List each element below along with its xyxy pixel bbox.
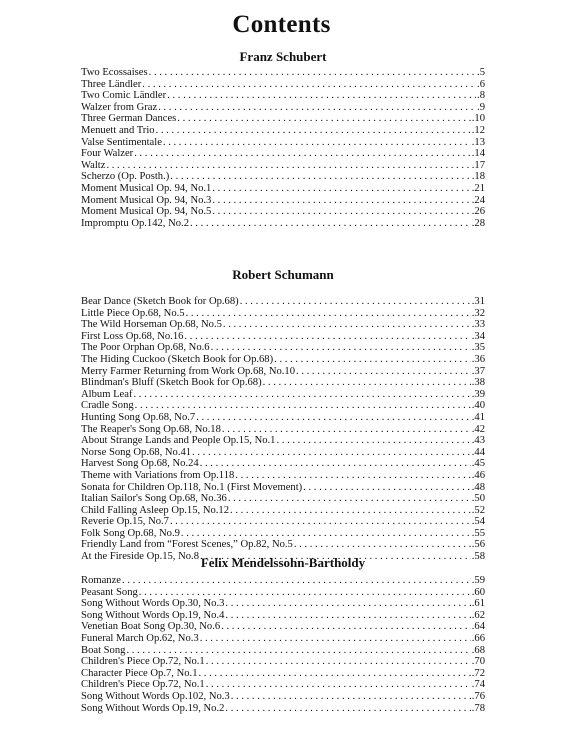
toc-entry bbox=[81, 160, 485, 172]
toc-entry bbox=[81, 113, 485, 125]
toc-entry-page: .74 bbox=[471, 679, 485, 691]
toc-entry-title: Theme with Variations from Op.118 bbox=[81, 469, 235, 481]
toc-entry-page: .31 bbox=[471, 296, 485, 307]
toc-entry-title: Album Leaf bbox=[81, 388, 133, 400]
dot-leader bbox=[177, 113, 470, 125]
toc-entry-page: .33 bbox=[471, 319, 485, 331]
toc-entry-page: .50 bbox=[471, 493, 485, 505]
toc-entry-title: Reverie Op.15, No.7 bbox=[81, 516, 169, 528]
toc-entry-title: Folk Song Op.68, No.9 bbox=[81, 527, 180, 539]
toc-entry-title: Norse Song Op.68, No.41 bbox=[81, 446, 192, 458]
toc-entry bbox=[81, 539, 485, 551]
toc-entry-page: .78 bbox=[471, 702, 485, 714]
section-heading: Felix Mendelssohn-Bartholdy bbox=[200, 555, 366, 570]
toc-entry bbox=[81, 703, 485, 715]
toc-entry bbox=[81, 424, 485, 436]
dot-leader bbox=[225, 703, 470, 715]
toc-entry-title: Song Without Words Op.19, No.4 bbox=[81, 609, 225, 621]
toc-entry-page: .28 bbox=[471, 217, 485, 229]
toc-entry-page: .46 bbox=[471, 469, 485, 481]
toc-entry-page: .18 bbox=[471, 171, 485, 183]
toc-entry-page: .38 bbox=[471, 377, 485, 389]
toc-entry-title: Little Piece Op.68, No.5 bbox=[81, 307, 185, 319]
section-schumann bbox=[81, 265, 485, 563]
toc-entry-page: .10 bbox=[471, 113, 485, 125]
dot-leader bbox=[212, 195, 470, 207]
dot-leader bbox=[231, 691, 471, 703]
toc-entry bbox=[81, 308, 485, 320]
dot-leader bbox=[199, 668, 471, 680]
dot-leader bbox=[156, 125, 471, 137]
toc-entry-title: Valse Sentimentale bbox=[81, 136, 162, 148]
toc-entry-title: Children's Piece Op.72, No.1 bbox=[81, 679, 205, 691]
dot-leader bbox=[134, 148, 471, 160]
toc-entry-page: .21 bbox=[471, 182, 485, 194]
toc-entry-title: Waltz bbox=[81, 159, 106, 171]
dot-leader bbox=[240, 296, 471, 308]
dot-leader bbox=[149, 67, 476, 79]
toc-entry-title: The Wild Horseman Op.68, No.5 bbox=[81, 319, 222, 331]
toc-entry bbox=[81, 668, 485, 680]
toc-entry bbox=[81, 67, 485, 79]
toc-entry-page: .52 bbox=[471, 504, 485, 516]
dot-leader bbox=[276, 435, 470, 447]
dot-leader bbox=[158, 102, 476, 114]
toc-entry bbox=[81, 137, 485, 149]
toc-entry bbox=[81, 458, 485, 470]
dot-leader bbox=[142, 79, 476, 91]
toc-entry-title: Boat Song bbox=[81, 644, 126, 656]
toc-entry-page: .62 bbox=[471, 609, 485, 621]
dot-leader bbox=[186, 308, 471, 320]
toc-entry bbox=[81, 102, 485, 114]
toc-entry-page: .60 bbox=[471, 586, 485, 598]
toc-entry-page: .13 bbox=[471, 136, 485, 148]
toc-entry-page: .61 bbox=[471, 598, 485, 610]
toc-entry bbox=[81, 447, 485, 459]
toc-entry-title: Venetian Boat Song Op.30, No.6 bbox=[81, 621, 221, 633]
toc-entry bbox=[81, 645, 485, 657]
dot-leader bbox=[170, 516, 471, 528]
toc-entry-title: Bear Dance (Sketch Book for Op.68) bbox=[81, 296, 239, 307]
toc-entry-title: Children's Piece Op.72, No.1 bbox=[81, 656, 205, 668]
toc-entry-title: Romanze bbox=[81, 575, 122, 586]
toc-entry bbox=[81, 505, 485, 517]
dot-leader bbox=[167, 90, 476, 102]
toc-entry-page: .45 bbox=[471, 458, 485, 470]
toc-entry bbox=[81, 400, 485, 412]
toc-entry bbox=[81, 621, 485, 633]
toc-entry bbox=[81, 679, 485, 691]
toc-entry bbox=[81, 482, 485, 494]
dot-leader bbox=[133, 389, 470, 401]
toc-entry-title: The Reaper's Song Op.68, No.18 bbox=[81, 423, 221, 435]
toc-entry-page: .36 bbox=[471, 353, 485, 365]
toc-entry bbox=[81, 342, 485, 354]
toc-list bbox=[81, 575, 485, 714]
toc-entry-title: Song Without Words Op.102, No.3 bbox=[81, 690, 230, 702]
toc-entry bbox=[81, 319, 485, 331]
toc-entry bbox=[81, 516, 485, 528]
toc-entry-title: Two Ecossaises bbox=[81, 67, 148, 78]
dot-leader bbox=[196, 412, 471, 424]
toc-entry-page: .35 bbox=[471, 342, 485, 354]
toc-entry-title: Blindman's Bluff (Sketch Book for Op.68) bbox=[81, 377, 262, 389]
toc-entry bbox=[81, 598, 485, 610]
toc-entry bbox=[81, 691, 485, 703]
toc-entry bbox=[81, 354, 485, 366]
dot-leader bbox=[212, 183, 470, 195]
toc-entry-title: Child Falling Asleep Op.15, No.12 bbox=[81, 504, 230, 516]
toc-entry-title: Italian Sailor's Song Op.68, No.36 bbox=[81, 493, 227, 505]
toc-entry-title: Moment Musical Op. 94, No.5 bbox=[81, 206, 212, 218]
toc-entry bbox=[81, 195, 485, 207]
toc-entry bbox=[81, 125, 485, 137]
toc-entry bbox=[81, 435, 485, 447]
toc-list bbox=[81, 296, 485, 563]
toc-list bbox=[81, 67, 485, 229]
toc-entry-page: .32 bbox=[471, 307, 485, 319]
toc-entry-title: Hunting Song Op.68, No.7 bbox=[81, 411, 196, 423]
toc-entry-page: .72 bbox=[471, 667, 485, 679]
toc-entry-title: Moment Musical Op. 94, No.1 bbox=[81, 182, 212, 194]
dot-leader bbox=[122, 575, 471, 587]
dot-leader bbox=[228, 493, 471, 505]
dot-leader bbox=[170, 171, 470, 183]
toc-entry-page: .14 bbox=[471, 148, 485, 160]
toc-entry-page: .12 bbox=[471, 124, 485, 136]
toc-entry-title: Funeral March Op.62, No.3 bbox=[81, 632, 199, 644]
section-schubert bbox=[81, 47, 485, 229]
dot-leader bbox=[106, 160, 470, 172]
toc-entry-title: Sonata for Children Op.118, No.1 (First Movement) bbox=[81, 481, 303, 493]
dot-leader bbox=[192, 447, 471, 459]
toc-entry-title: Character Piece Op.7, No.1 bbox=[81, 667, 198, 679]
dot-leader bbox=[263, 377, 471, 389]
toc-entry bbox=[81, 656, 485, 668]
toc-entry-title: Peasant Song bbox=[81, 586, 138, 598]
toc-entry-page: .37 bbox=[471, 365, 485, 377]
toc-entry-title: Song Without Words Op.30, No.3 bbox=[81, 598, 225, 610]
dot-leader bbox=[126, 645, 470, 657]
section-heading: Franz Schubert bbox=[239, 49, 327, 64]
toc-entry-title: Merry Farmer Returning from Work Op.68, No.10 bbox=[81, 365, 296, 377]
toc-entry-page: .40 bbox=[471, 400, 485, 412]
dot-leader bbox=[139, 587, 471, 599]
toc-entry bbox=[81, 206, 485, 218]
toc-entry bbox=[81, 610, 485, 622]
dot-leader bbox=[163, 137, 471, 149]
toc-entry-page: .54 bbox=[471, 516, 485, 528]
toc-entry-title: Scherzo (Op. Posth.) bbox=[81, 171, 170, 183]
toc-entry-page: .66 bbox=[471, 632, 485, 644]
toc-entry-page: .44 bbox=[471, 446, 485, 458]
dot-leader bbox=[190, 218, 471, 230]
dot-leader bbox=[184, 331, 470, 343]
dot-leader bbox=[206, 656, 471, 668]
dot-leader bbox=[135, 400, 471, 412]
toc-entry bbox=[81, 412, 485, 424]
toc-entry bbox=[81, 493, 485, 505]
dot-leader bbox=[296, 366, 471, 378]
toc-entry bbox=[81, 575, 485, 587]
toc-entry-page: .8 bbox=[477, 90, 485, 102]
toc-entry-page: .24 bbox=[471, 194, 485, 206]
dot-leader bbox=[181, 528, 471, 540]
dot-leader bbox=[274, 354, 471, 366]
toc-entry-title: Song Without Words Op.19, No.2 bbox=[81, 702, 225, 714]
toc-entry bbox=[81, 470, 485, 482]
dot-leader bbox=[225, 598, 470, 610]
toc-entry-title: Walzer from Graz bbox=[81, 101, 158, 113]
toc-entry-title: First Loss Op.68, No.16 bbox=[81, 330, 184, 342]
toc-entry-page: .39 bbox=[471, 388, 485, 400]
toc-entry bbox=[81, 331, 485, 343]
dot-leader bbox=[235, 470, 470, 482]
toc-entry bbox=[81, 79, 485, 91]
toc-entry bbox=[81, 148, 485, 160]
dot-leader bbox=[200, 633, 471, 645]
toc-entry-page: .17 bbox=[471, 159, 485, 171]
toc-entry-title: Three German Dances bbox=[81, 113, 177, 125]
toc-entry-title: Impromptu Op.142, No.2 bbox=[81, 217, 189, 229]
toc-entry-title: Harvest Song Op.68, No.24 bbox=[81, 458, 199, 470]
dot-leader bbox=[200, 458, 471, 470]
toc-entry bbox=[81, 171, 485, 183]
toc-entry-page: .58 bbox=[471, 551, 485, 563]
toc-entry-title: About Strange Lands and People Op.15, No.1 bbox=[81, 435, 276, 447]
dot-leader bbox=[303, 482, 471, 494]
toc-entry-page: .59 bbox=[471, 575, 485, 586]
toc-entry bbox=[81, 90, 485, 102]
dot-leader bbox=[211, 342, 471, 354]
toc-entry bbox=[81, 218, 485, 230]
toc-entry bbox=[81, 528, 485, 540]
dot-leader bbox=[206, 679, 471, 691]
toc-entry bbox=[81, 366, 485, 378]
toc-entry bbox=[81, 296, 485, 308]
toc-entry bbox=[81, 183, 485, 195]
toc-entry-page: .43 bbox=[471, 435, 485, 447]
toc-entry-page: .48 bbox=[471, 481, 485, 493]
toc-entry-page: .26 bbox=[471, 206, 485, 218]
dot-leader bbox=[223, 319, 471, 331]
toc-entry-title: Three Ländler bbox=[81, 78, 142, 90]
toc-entry-page: .5 bbox=[477, 67, 485, 78]
dot-leader bbox=[212, 206, 470, 218]
toc-entry-title: Two Comic Ländler bbox=[81, 90, 167, 102]
toc-entry-title: Four Walzer bbox=[81, 148, 134, 160]
toc-entry-page: .68 bbox=[471, 644, 485, 656]
dot-leader bbox=[230, 505, 471, 517]
toc-entry-title: At the Fireside Op.15, No.8 bbox=[81, 551, 199, 563]
toc-entry-page: .55 bbox=[471, 527, 485, 539]
dot-leader bbox=[221, 621, 471, 633]
toc-entry bbox=[81, 389, 485, 401]
toc-entry-page: .56 bbox=[471, 539, 485, 551]
section-heading: Robert Schumann bbox=[232, 267, 334, 282]
toc-entry-page: .64 bbox=[471, 621, 485, 633]
toc-entry-page: .9 bbox=[477, 101, 485, 113]
dot-leader bbox=[294, 539, 471, 551]
toc-entry-title: The Poor Orphan Op.68, No.6 bbox=[81, 342, 210, 354]
toc-entry-title: Friendly Land from “Forest Scenes,” Op.82, No.5 bbox=[81, 539, 293, 551]
toc-entry-page: .6 bbox=[477, 78, 485, 90]
toc-entry-title: Cradle Song bbox=[81, 400, 134, 412]
section-mendelssohn bbox=[81, 553, 485, 714]
toc-entry-title: Menuett and Trio bbox=[81, 124, 155, 136]
toc-entry-page: .76 bbox=[471, 690, 485, 702]
dot-leader bbox=[222, 424, 471, 436]
toc-entry bbox=[81, 587, 485, 599]
toc-entry-page: .34 bbox=[471, 330, 485, 342]
toc-entry-page: .70 bbox=[471, 656, 485, 668]
toc-entry-page: .42 bbox=[471, 423, 485, 435]
toc-entry-page: .41 bbox=[471, 411, 485, 423]
toc-entry-title: The Hiding Cuckoo (Sketch Book for Op.68) bbox=[81, 353, 274, 365]
page-title: Contents bbox=[232, 11, 331, 38]
toc-entry bbox=[81, 633, 485, 645]
toc-entry bbox=[81, 377, 485, 389]
dot-leader bbox=[225, 610, 470, 622]
toc-entry-title: Moment Musical Op. 94, No.3 bbox=[81, 194, 212, 206]
